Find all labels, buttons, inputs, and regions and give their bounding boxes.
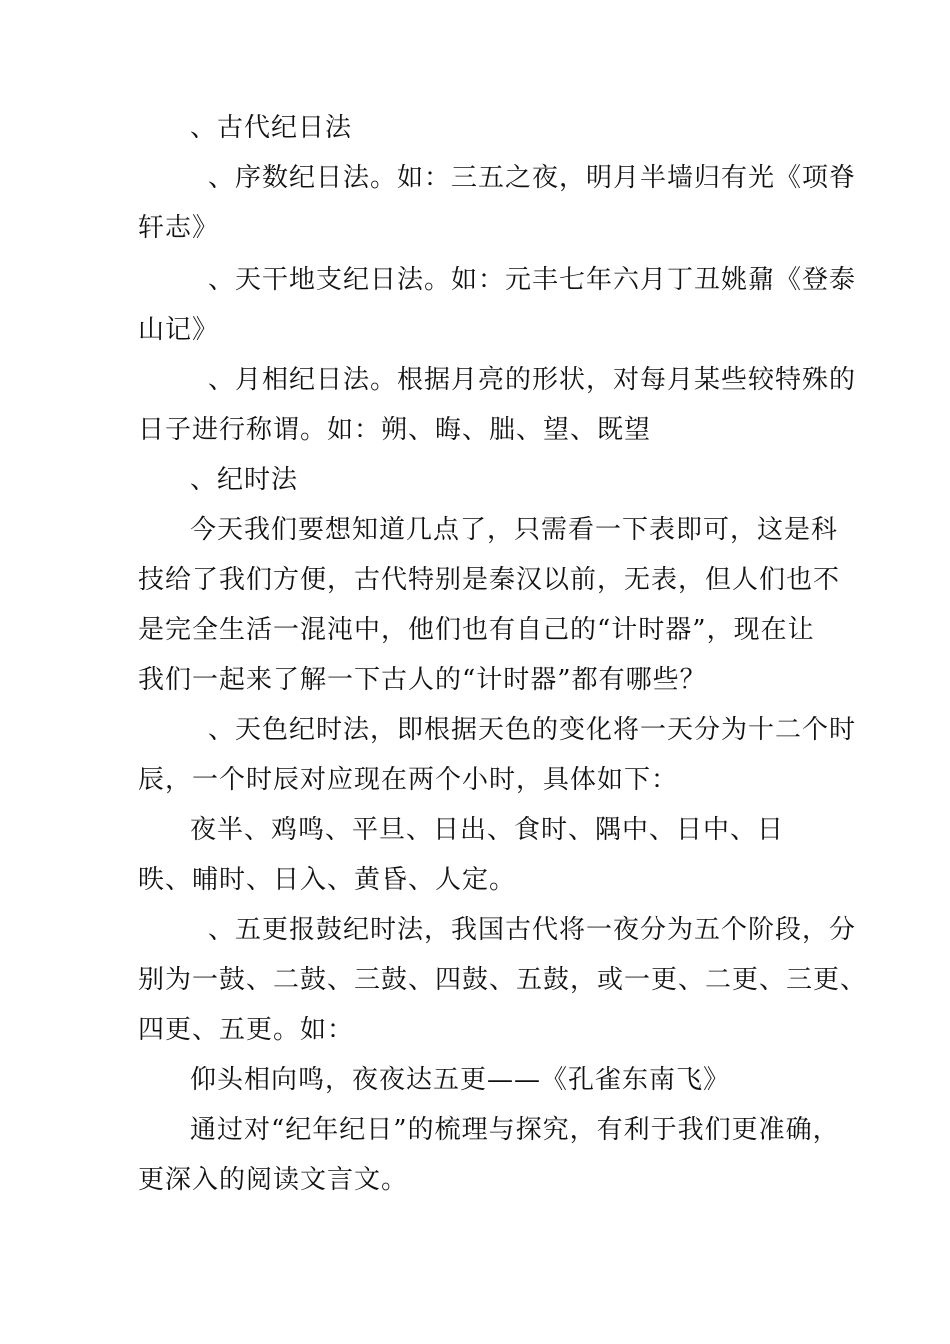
paragraph-five-watches-line2: 别为一鼓、二鼓、三鼓、四鼓、五鼓，或一更、二更、三更、 <box>138 965 868 995</box>
heading-time-keeping: 、纪时法 <box>190 465 299 495</box>
paragraph-moon-phase-line2: 日子进行称谓。如：朔、晦、朏、望、既望 <box>138 415 652 445</box>
paragraph-conclusion-line1: 通过对“纪年纪日”的梳理与探究，有利于我们更准确， <box>190 1115 840 1145</box>
paragraph-intro-line4: 我们一起来了解一下古人的“计时器”都有哪些？ <box>138 665 707 695</box>
paragraph-ordinal-day-line2: 轩志》 <box>138 213 220 243</box>
paragraph-intro-line3: 是完全生活一混沌中，他们也有自己的“计时器”，现在让 <box>138 615 815 645</box>
heading-ancient-day-counting: 、古代纪日法 <box>190 113 353 143</box>
paragraph-five-watches-line1: 、五更报鼓纪时法，我国古代将一夜分为五个阶段，分 <box>208 915 857 945</box>
paragraph-five-watches-line3: 四更、五更。如： <box>138 1015 355 1045</box>
paragraph-sky-color-line2: 辰，一个时辰对应现在两个小时，具体如下： <box>138 765 679 795</box>
paragraph-moon-phase-line1: 、月相纪日法。根据月亮的形状，对每月某些较特殊的 <box>208 365 857 395</box>
paragraph-intro-line1: 今天我们要想知道几点了，只需看一下表即可，这是科 <box>190 515 839 545</box>
paragraph-conclusion-line2: 更深入的阅读文言文。 <box>138 1165 409 1195</box>
paragraph-twelve-hours-line1: 夜半、鸡鸣、平旦、日出、食时、隅中、日中、日 <box>190 815 785 845</box>
quote-peacock-line: 仰头相向鸣，夜夜达五更——《孔雀东南飞》 <box>190 1065 731 1095</box>
paragraph-ganzhi-day-line1: 、天干地支纪日法。如：元丰七年六月丁丑姚鼐《登泰 <box>208 265 857 295</box>
paragraph-sky-color-line1: 、天色纪时法，即根据天色的变化将一天分为十二个时 <box>208 715 857 745</box>
paragraph-intro-line2: 技给了我们方便，古代特别是秦汉以前，无表，但人们也不 <box>138 565 841 595</box>
paragraph-twelve-hours-line2: 昳、晡时、日入、黄昏、人定。 <box>138 865 517 895</box>
paragraph-ganzhi-day-line2: 山记》 <box>138 315 220 345</box>
paragraph-ordinal-day-line1: 、序数纪日法。如：三五之夜，明月半墙归有光《项脊 <box>208 163 857 193</box>
